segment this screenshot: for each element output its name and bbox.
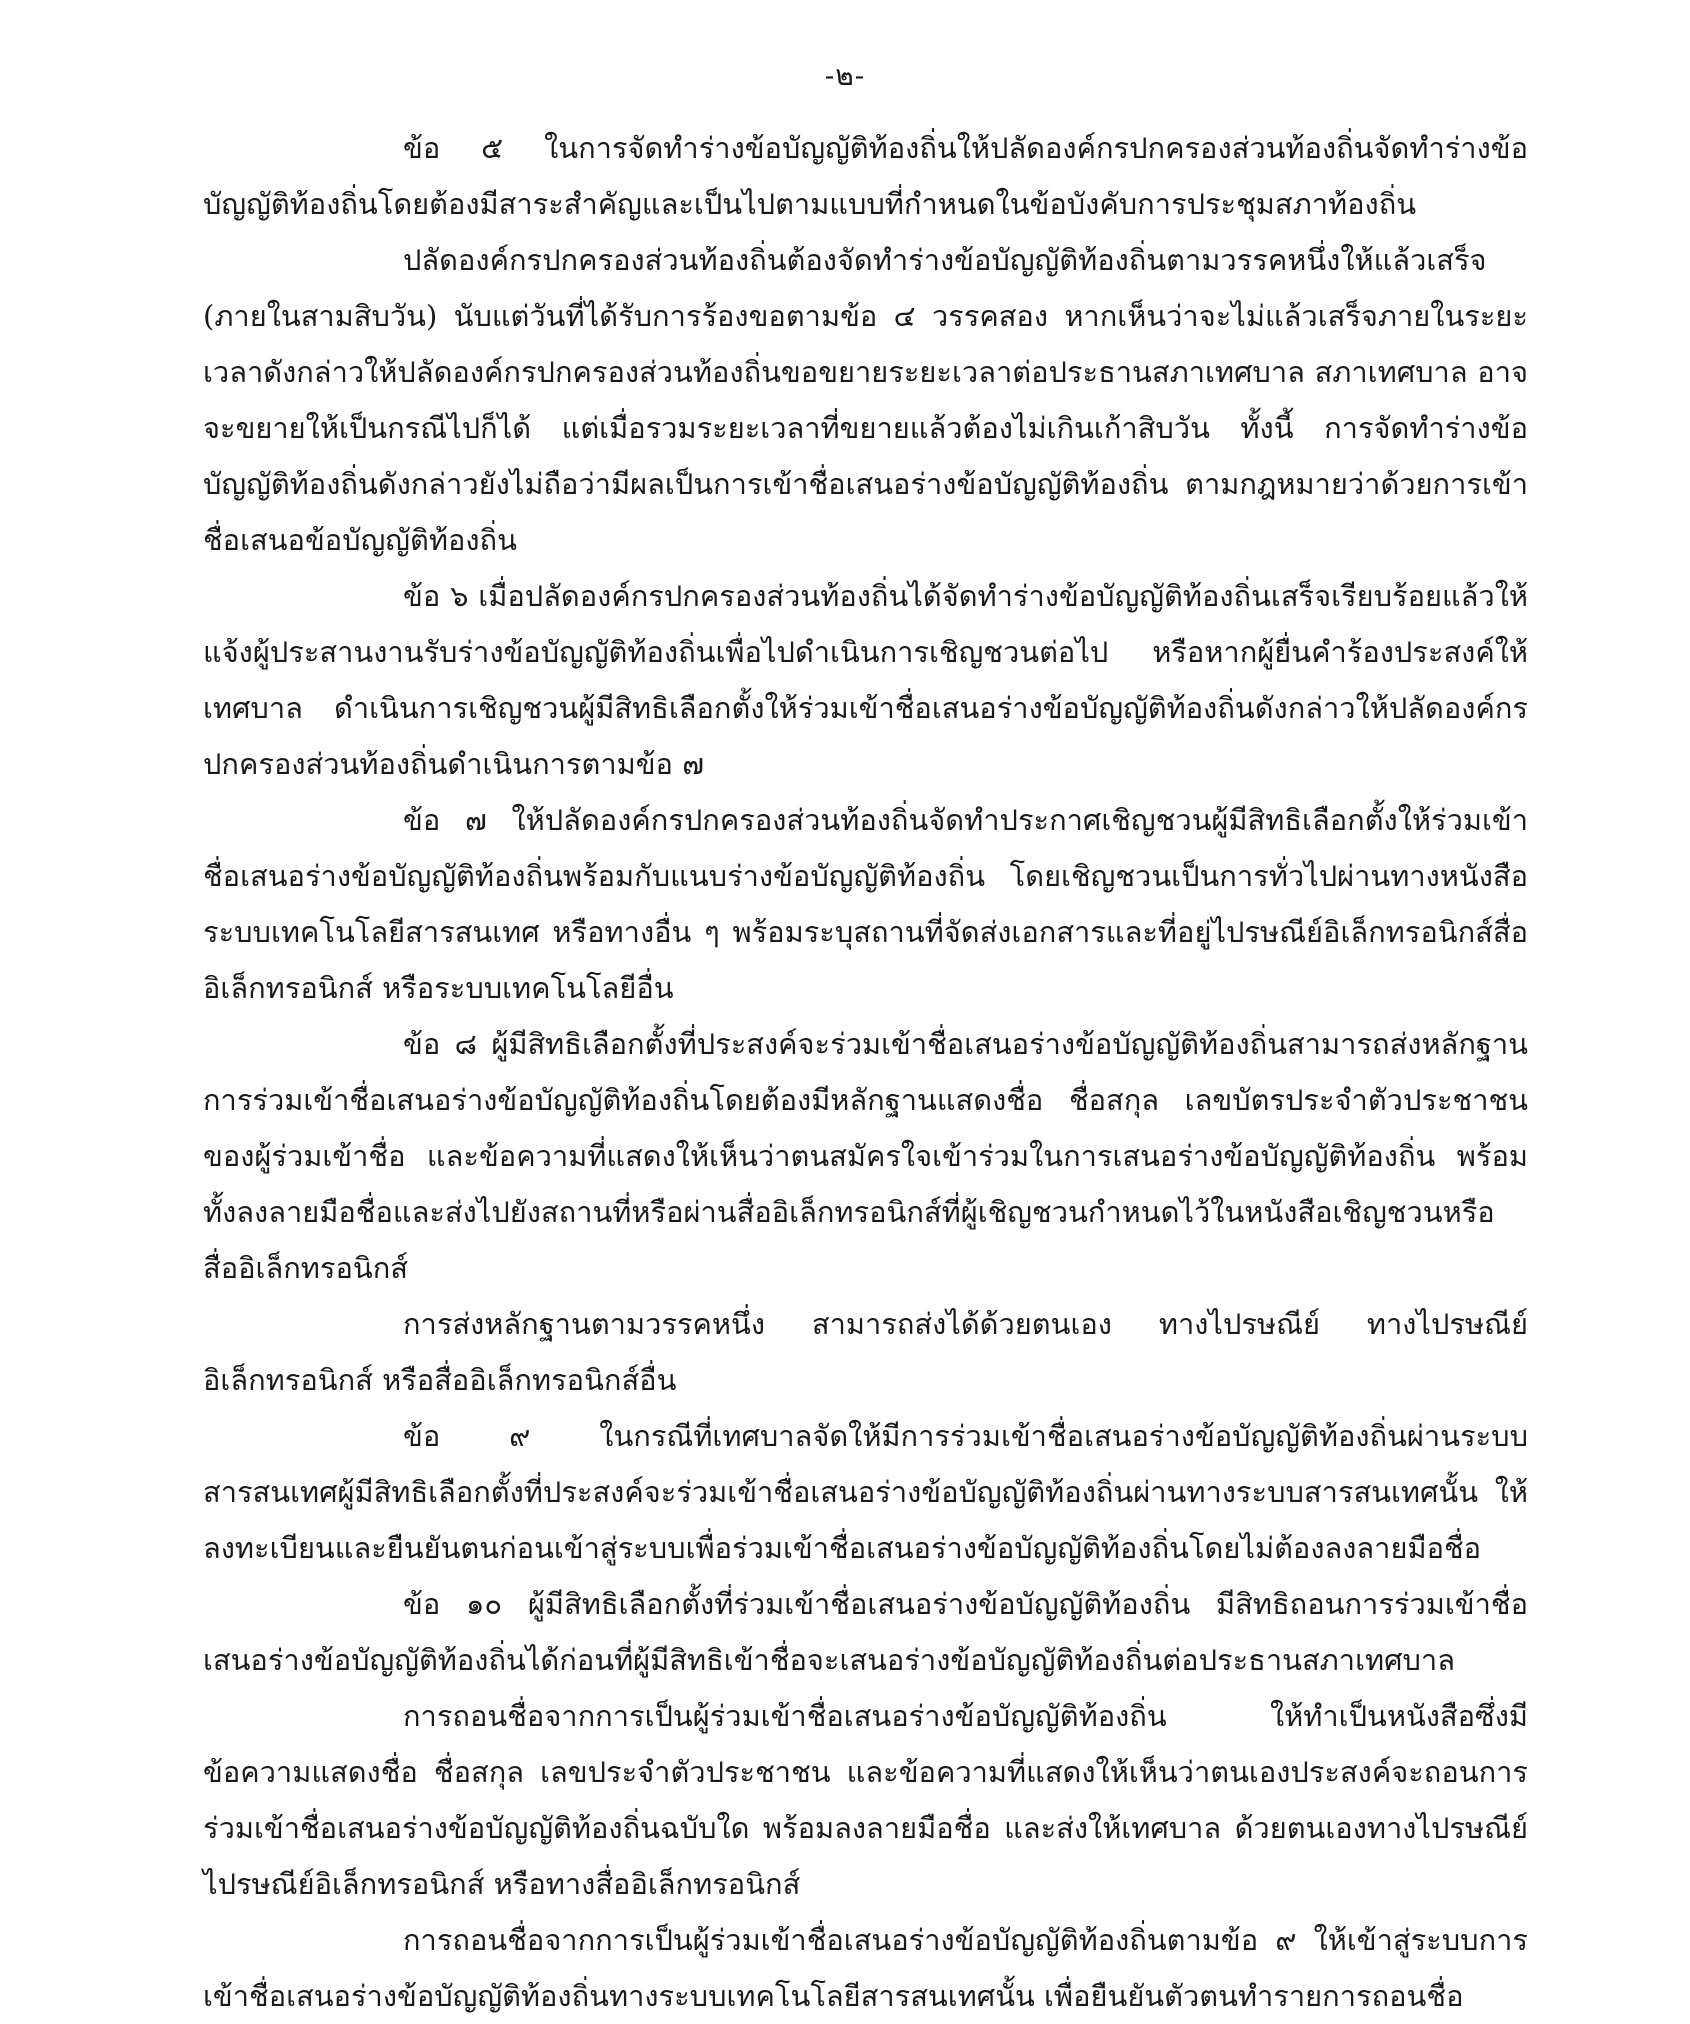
page-number: -๒- (824, 59, 866, 92)
paragraph-clause-9: ข้อ ๙ ในกรณีที่เทศบาลจัดให้มีการร่วมเข้าชื่อเสนอร่างข้อบัญญัติท้องถิ่นผ่านระบบสารสนเทศผู้มีสิทธิเลือกตั้งที่ประสงค์จะร่วมเข้าชื่อเสนอร่างข้อบัญญัติท้องถิ่นผ่านทางระบบสารสนเทศนั้น ให้ลงทะเบียนและยืนยันตนก่อนเข้าสู่ระบบเพื่อร่วมเข้าชื่อเสนอร่างข้อบัญญัติท้องถิ่นโดยไม่ต้องลงลายมือชื่อ (203, 1419, 1528, 1565)
paragraph-clause-10: ข้อ ๑๐ ผู้มีสิทธิเลือกตั้งที่ร่วมเข้าชื่อเสนอร่างข้อบัญญัติท้องถิ่น มีสิทธิถอนการร่วมเข้าชื่อเสนอร่างข้อบัญญัติท้องถิ่นได้ก่อนที่ผู้มีสิทธิเข้าชื่อจะเสนอร่างข้อบัญญัติท้องถิ่นต่อประธานสภาเทศบาล (203, 1587, 1528, 1677)
paragraph-clause-8-evidence: การส่งหลักฐานตามวรรคหนึ่ง สามารถส่งได้ด้วยตนเอง ทางไปรษณีย์ ทางไปรษณีย์อิเล็กทรอนิกส์ หรือสื่ออิเล็กทรอนิกส์อื่น (203, 1307, 1528, 1397)
paragraph-clause-5: ข้อ ๕ ในการจัดทำร่างข้อบัญญัติท้องถิ่นให้ปลัดองค์กรปกครองส่วนท้องถิ่นจัดทำร่างข้อบัญญัติท้องถิ่นโดยต้องมีสาระสำคัญและเป็นไปตามแบบที่กำหนดในข้อบังคับการประชุมสภาท้องถิ่น (203, 131, 1528, 221)
paragraph-clause-8: ข้อ ๘ ผู้มีสิทธิเลือกตั้งที่ประสงค์จะร่วมเข้าชื่อเสนอร่างข้อบัญญัติท้องถิ่นสามารถส่งหลักฐานการร่วมเข้าชื่อเสนอร่างข้อบัญญัติท้องถิ่นโดยต้องมีหลักฐานแสดงชื่อ ชื่อสกุล เลขบัตรประจำตัวประชาชนของผู้ร่วมเข้าชื่อ และข้อความที่แสดงให้เห็นว่าตนสมัครใจเข้าร่วมในการเสนอร่างข้อบัญญัติท้องถิ่น พร้อมทั้งลงลายมือชื่อและส่งไปยังสถานที่หรือผ่านสื่ออิเล็กทรอนิกส์ที่ผู้เชิญชวนกำหนดไว้ในหนังสือเชิญชวนหรือสื่ออิเล็กทรอนิกส์ (203, 1027, 1528, 1285)
paragraph-clause-10-online-withdrawal: การถอนชื่อจากการเป็นผู้ร่วมเข้าชื่อเสนอร่างข้อบัญญัติท้องถิ่นตามข้อ ๙ ให้เข้าสู่ระบบการเข้าชื่อเสนอร่างข้อบัญญัติท้องถิ่นทางระบบเทคโนโลยีสารสนเทศนั้น เพื่อยืนยันตัวตนทำรายการถอนชื่อ (203, 1923, 1528, 2013)
document-body (203, 120, 1528, 2024)
paragraph-clause-5-deadline: ปลัดองค์กรปกครองส่วนท้องถิ่นต้องจัดทำร่างข้อบัญญัติท้องถิ่นตามวรรคหนึ่งให้แล้วเสร็จ (ภายในสามสิบวัน) นับแต่วันที่ได้รับการร้องขอตามข้อ ๔ วรรคสอง หากเห็นว่าจะไม่แล้วเสร็จภายในระยะเวลาดังกล่าวให้ปลัดองค์กรปกครองส่วนท้องถิ่นขอขยายระยะเวลาต่อประธานสภาเทศบาล สภาเทศบาล อาจจะขยายให้เป็นกรณีไปก็ได้ แต่เมื่อรวมระยะเวลาที่ขยายแล้วต้องไม่เกินเก้าสิบวัน ทั้งนี้ การจัดทำร่างข้อบัญญัติท้องถิ่นดังกล่าวยังไม่ถือว่ามีผลเป็นการเข้าชื่อเสนอร่างข้อบัญญัติท้องถิ่น ตามกฎหมายว่าด้วยการเข้าชื่อเสนอข้อบัญญัติท้องถิ่น (203, 243, 1528, 557)
paragraph-clause-7: ข้อ ๗ ให้ปลัดองค์กรปกครองส่วนท้องถิ่นจัดทำประกาศเชิญชวนผู้มีสิทธิเลือกตั้งให้ร่วมเข้าชื่อเสนอร่างข้อบัญญัติท้องถิ่นพร้อมกับแนบร่างข้อบัญญัติท้องถิ่น โดยเชิญชวนเป็นการทั่วไปผ่านทางหนังสือระบบเทคโนโลยีสารสนเทศ หรือทางอื่น ๆ พร้อมระบุสถานที่จัดส่งเอกสารและที่อยู่ไปรษณีย์อิเล็กทรอนิกส์สื่ออิเล็กทรอนิกส์ หรือระบบเทคโนโลยีอื่น (203, 803, 1528, 1005)
paragraph-clause-6: ข้อ ๖ เมื่อปลัดองค์กรปกครองส่วนท้องถิ่นได้จัดทำร่างข้อบัญญัติท้องถิ่นเสร็จเรียบร้อยแล้วให้แจ้งผู้ประสานงานรับร่างข้อบัญญัติท้องถิ่นเพื่อไปดำเนินการเชิญชวนต่อไป หรือหากผู้ยื่นคำร้องประสงค์ให้เทศบาล ดำเนินการเชิญชวนผู้มีสิทธิเลือกตั้งให้ร่วมเข้าชื่อเสนอร่างข้อบัญญัติท้องถิ่นดังกล่าวให้ปลัดองค์กรปกครองส่วนท้องถิ่นดำเนินการตามข้อ ๗ (203, 579, 1528, 781)
paragraph-clause-10-withdrawal: การถอนชื่อจากการเป็นผู้ร่วมเข้าชื่อเสนอร่างข้อบัญญัติท้องถิ่น ให้ทำเป็นหนังสือซึ่งมีข้อความแสดงชื่อ ชื่อสกุล เลขประจำตัวประชาชน และข้อความที่แสดงให้เห็นว่าตนเองประสงค์จะถอนการร่วมเข้าชื่อเสนอร่างข้อบัญญัติท้องถิ่นฉบับใด พร้อมลงลายมือชื่อ และส่งให้เทศบาล ด้วยตนเองทางไปรษณีย์ ไปรษณีย์อิเล็กทรอนิกส์ หรือทางสื่ออิเล็กทรอนิกส์ (203, 1699, 1528, 1901)
